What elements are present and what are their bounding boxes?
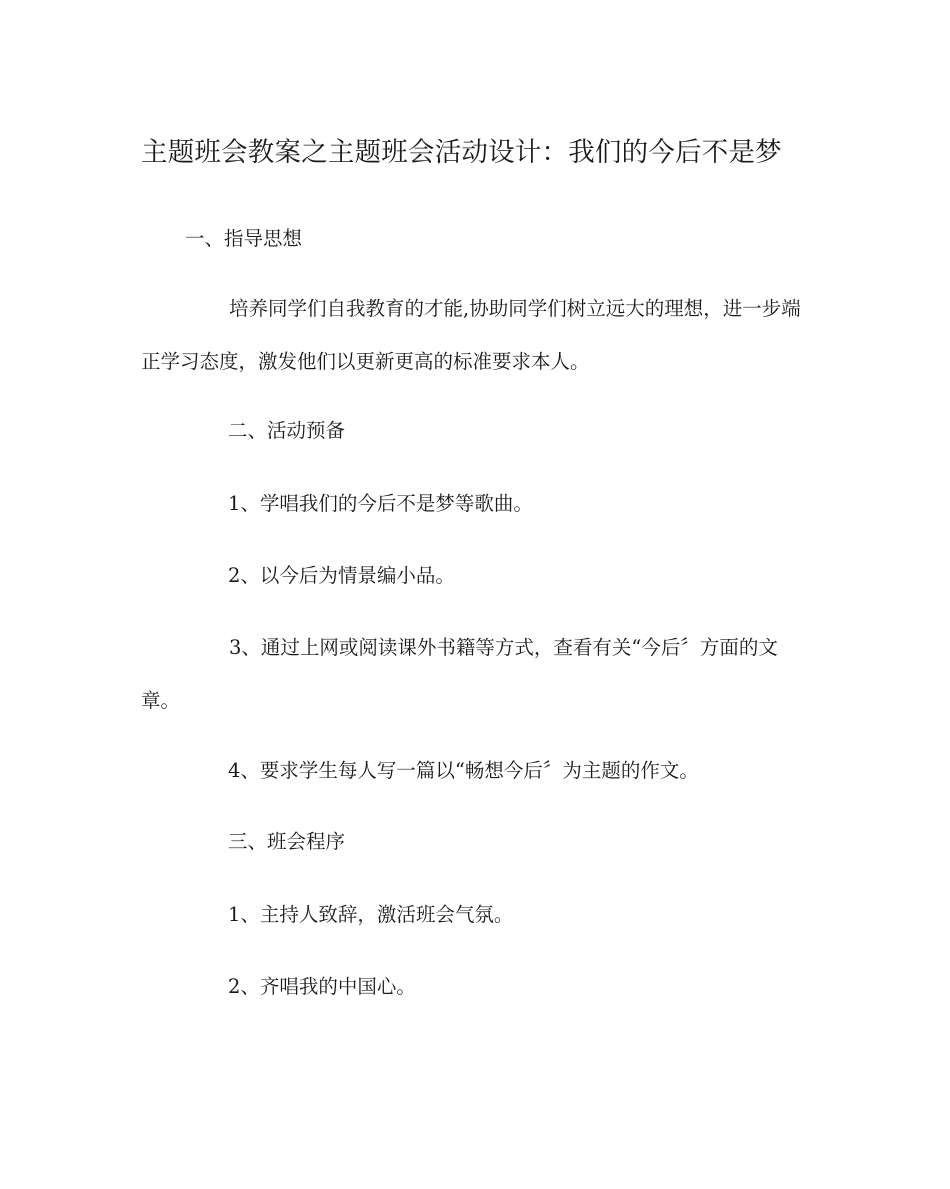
procedure-item-2: 2、齐唱我的中国心。 — [228, 975, 416, 998]
preparation-item-3: 3、通过上网或阅读课外书籍等方式，查看有关“今后〞方面的文章。 — [141, 636, 778, 712]
preparation-item-1: 1、学唱我们的今后不是梦等歌曲。 — [228, 492, 533, 515]
procedure-heading: 三、班会程序 — [228, 830, 346, 853]
preparation-item-4: 4、要求学生每人写一篇以“畅想今后〞为主题的作文。 — [228, 759, 699, 782]
guiding-thought-heading: 一、指导思想 — [185, 227, 303, 250]
procedure-item-1: 1、主持人致辞，激活班会气氛。 — [228, 903, 514, 926]
preparation-item-2: 2、以今后为情景编小品。 — [228, 564, 455, 587]
document-title: 主题班会教案之主题班会活动设计：我们的今后不是梦 — [141, 137, 782, 168]
guiding-thought-paragraph: 培养同学们自我教育的才能,协助同学们树立远大的理想，进一步端正学习态度，激发他们以更新更高的标准要求本人。 — [141, 297, 801, 373]
preparation-heading: 二、活动预备 — [228, 419, 346, 442]
